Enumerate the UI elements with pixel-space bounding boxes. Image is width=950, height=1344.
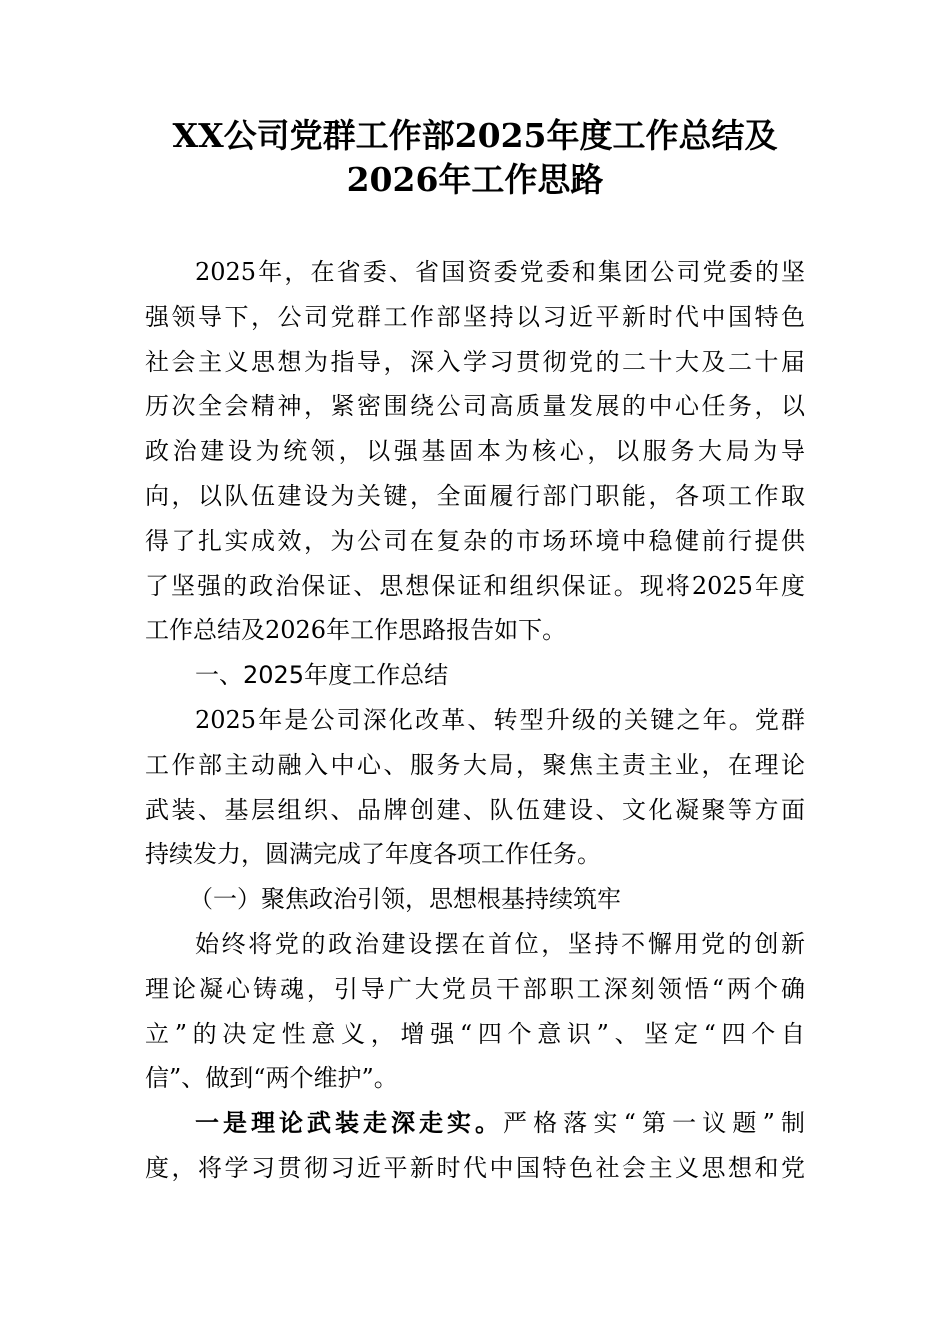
section-paragraph [145,698,805,877]
text-line [145,1101,805,1146]
text-line: 武装、基层组织、品牌创建、队伍建设、文化凝聚等方面 [145,795,805,824]
point-lead: 一是理论武装走深走实。 [195,1108,503,1138]
text-line: 政治建设为统领，以强基固本为核心，以服务大局为导 [145,437,805,466]
text-line: 历次全会精神，紧密围绕公司高质量发展的中心任务，以 [145,392,805,421]
text-line: 2025年，在省委、省国资委党委和集团公司党委的坚 [195,258,805,286]
text-line: 工作部主动融入中心、服务大局，聚焦主责主业，在理论 [145,750,805,779]
text-line: 社会主义思想为指导，深入学习贯彻党的二十大及二十届 [145,347,805,376]
text-line: 度，将学习贯彻习近平新时代中国特色社会主义思想和党 [145,1153,805,1182]
text-line: 2025年是公司深化改革、转型升级的关键之年。党群 [195,705,805,734]
text-line: 强领导下，公司党群工作部坚持以习近平新时代中国特色 [145,302,805,331]
section-heading: 一、2025年度工作总结 [195,661,449,690]
text-line: 理论凝心铸魂，引导广大党员干部职工深刻领悟“两个确 [145,974,805,1003]
title-line-1: XX公司党群工作部2025年度工作总结及 [172,116,778,155]
document-title [0,114,950,202]
text-line: 了坚强的政治保证、思想保证和组织保证。现将2025年度 [145,571,805,600]
intro-paragraph [145,250,805,653]
text-line: 向，以队伍建设为关键，全面履行部门职能，各项工作取 [145,481,805,510]
text-line: 立”的决定性意义，增强“四个意识”、坚定“四个自 [145,1019,805,1048]
text-line: 持续发力，圆满完成了年度各项工作任务。 [145,840,601,869]
text-line: 得了扎实成效，为公司在复杂的市场环境中稳健前行提供 [145,526,805,555]
subsection-paragraph [145,922,805,1101]
text-line: 工作总结及2026年工作思路报告如下。 [145,616,567,645]
document-body [145,250,805,1191]
text-line: 信”、做到“两个维护”。 [145,1064,398,1093]
point-paragraph [145,1101,805,1191]
subsection-heading: （一）聚焦政治引领，思想根基持续筑牢 [189,885,621,914]
text-line: 始终将党的政治建设摆在首位，坚持不懈用党的创新 [195,929,805,958]
title-line-2: 2026年工作思路 [346,160,604,199]
point-text: 严格落实“第一议题”制 [503,1109,805,1138]
